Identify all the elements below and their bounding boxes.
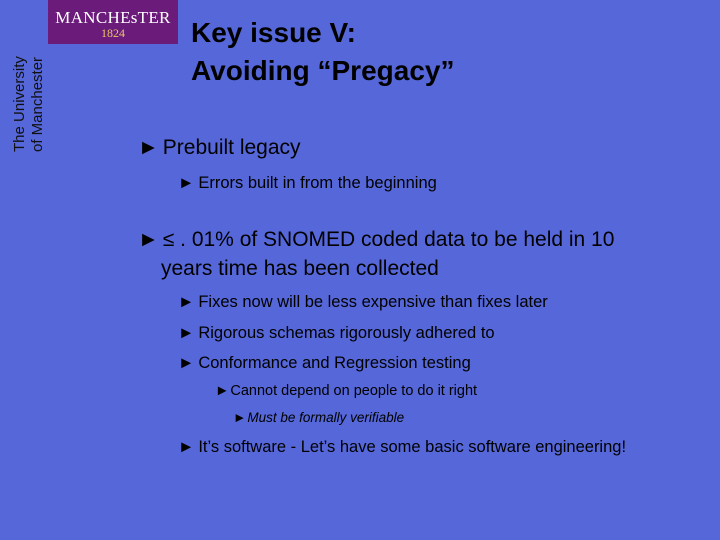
bullet-rigorous-schemas: ► Rigorous schemas rigorously adhered to (178, 324, 495, 342)
wordmark-line1: The University (11, 56, 28, 152)
bullet-cannot-depend: ►Cannot depend on people to do it right (215, 383, 478, 399)
university-logo (48, 0, 178, 44)
title-line2: Avoiding “Pregacy” (191, 55, 455, 86)
bullet-arrow-icon: ► (138, 136, 159, 159)
bullet-arrow-icon: ► (215, 383, 230, 399)
bullet-arrow-icon: ► (178, 354, 195, 372)
bullet-fixes-now: ► Fixes now will be less expensive than fixes later (178, 293, 548, 311)
bullet-arrow-icon: ► (178, 324, 195, 342)
bullet-conformance-testing: ► Conformance and Regression testing (178, 354, 471, 372)
bullet-arrow-icon: ► (178, 438, 195, 456)
bullet-its-software: ► It’s software - Let’s have some basic software engineering! (178, 438, 627, 456)
bullet-arrow-icon: ► (178, 174, 195, 192)
slide-title (191, 14, 454, 90)
logo-name: MANCHEsTER (55, 8, 171, 27)
bullet-arrow-icon: ► (138, 228, 159, 251)
logo-year: 1824 (101, 26, 125, 40)
bullet-arrow-icon: ► (233, 410, 247, 425)
wordmark-line2: of Manchester (29, 56, 46, 152)
university-wordmark (8, 46, 48, 156)
bullet-arrow-icon: ► (178, 293, 195, 311)
title-line1: Key issue V: (191, 17, 356, 48)
bullet-errors-built-in: ► Errors built in from the beginning (178, 174, 437, 192)
bullet-snomed-data: ► ≤ . 01% of SNOMED coded data to be held in 10 years time has been collected (138, 225, 614, 283)
bullet-formally-verifiable: ►Must be formally verifiable (233, 410, 405, 425)
bullet-prebuilt-legacy: ► Prebuilt legacy (138, 133, 301, 162)
